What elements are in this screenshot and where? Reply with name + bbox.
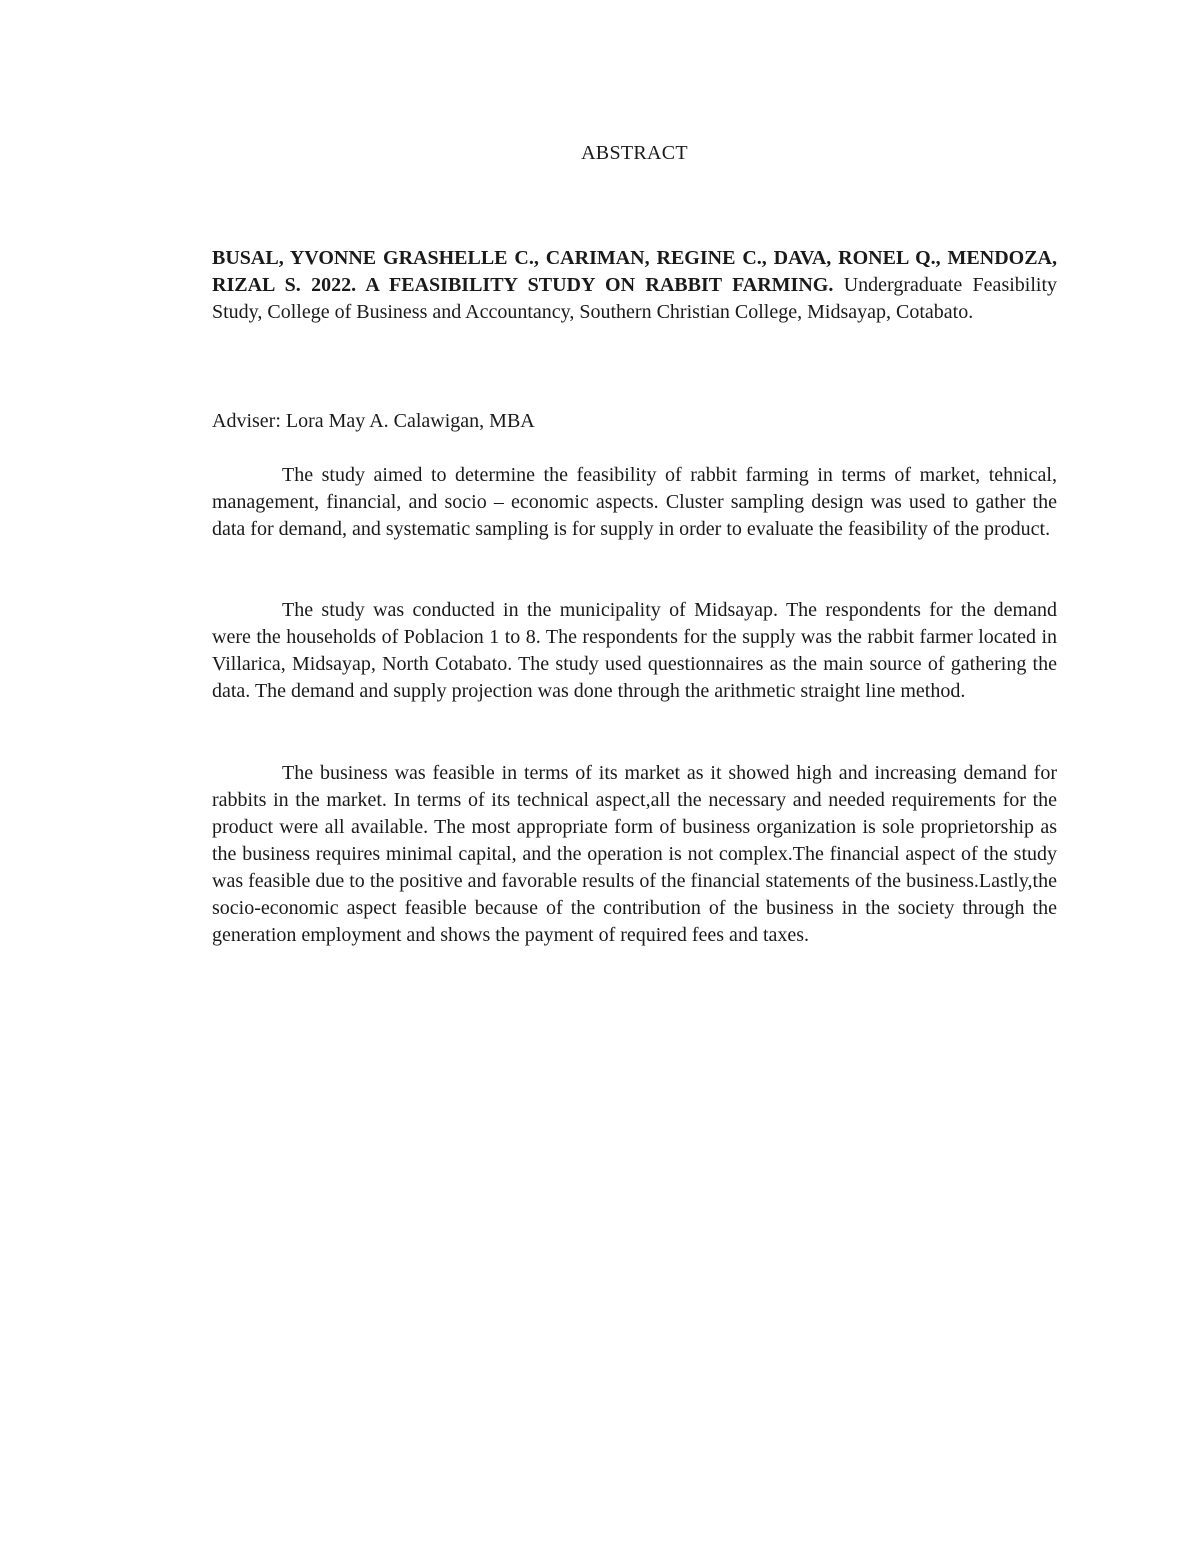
abstract-paragraph-3: The business was feasible in terms of its market as it showed high and increasing demand for rabbits in the market. In terms of its technical aspect,all the necessary and needed requirements for the product were all available. The most appropriate form of business organization is sole proprietorship as the business requires minimal capital, and the operation is not complex.The financial aspect of the study was feasible due to the positive and favorable results of the financial statements of the business.Lastly,the socio-economic aspect feasible because of the contribution of the business in the society through the generation employment and shows the payment of required fees and taxes. [212, 762, 1057, 946]
citation-publication-info: Undergraduate Feasibility Study, College of Business and Accountancy, Southern Christian College, Midsayap, Cotabato. [212, 274, 1058, 323]
citation-block [212, 245, 1057, 326]
abstract-paragraph-2: The study was conducted in the municipality of Midsayap. The respondents for the demand were the households of Poblacion 1 to 8. The respondents for the supply was the rabbit farmer located in Villarica, Midsayap, North Cotabato. The study used questionnaires as the main source of gathering the data. The demand and supply projection was done through the arithmetic straight line method. [212, 599, 1057, 702]
abstract-heading: ABSTRACT [581, 142, 688, 164]
abstract-paragraph-1: The study aimed to determine the feasibility of rabbit farming in terms of market, tehnical, management, financial, and socio – economic aspects. Cluster sampling design was used to gather the data for demand, and systematic sampling is for supply in order to evaluate the feasibility of the product. [212, 464, 1057, 540]
citation-authors-title: BUSAL, YVONNE GRASHELLE C., CARIMAN, REGINE C., DAVA, RONEL Q., MENDOZA, RIZAL S. 2022. A FEASIBILITY STUDY ON RABBIT FARMING. [212, 247, 1057, 296]
adviser-line: Adviser: Lora May A. Calawigan, MBA [212, 410, 535, 432]
